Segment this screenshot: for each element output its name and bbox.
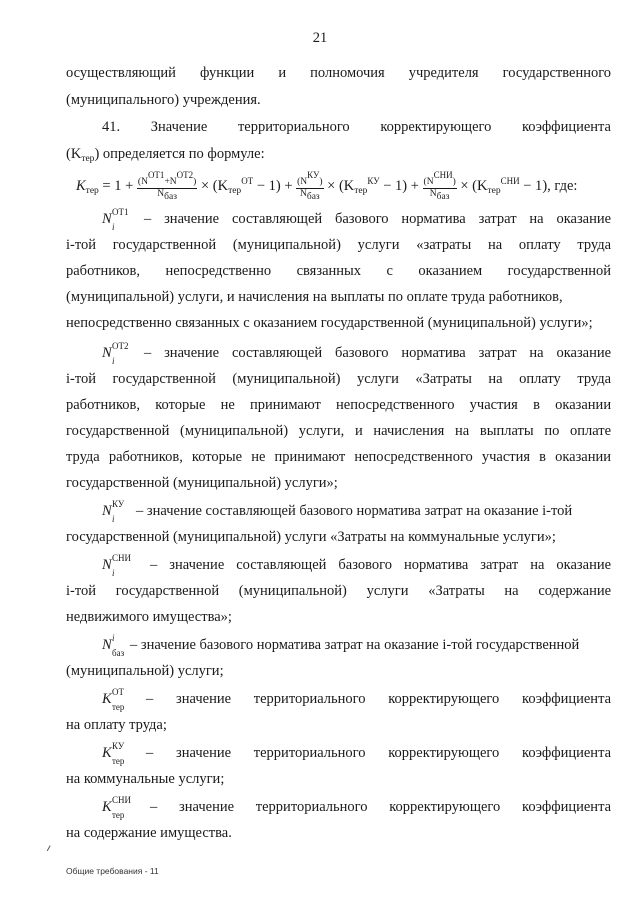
text-line: государственной (муниципальной) услуги «Затраты на коммунальные услуги»; xyxy=(66,529,556,545)
footer: Общие требования - 11 xyxy=(66,866,159,876)
text-line: – значение базового норматива затрат на оказание i-той государственной xyxy=(130,637,580,653)
text-line: на содержание имущества. xyxy=(66,825,232,841)
text-line: (муниципальной) услуги, и начисления на выплаты по оплате труда работников, xyxy=(66,289,563,305)
fraction: $\frac{\text{(NКУ)}}{\text{Nбаз}}$ xyxy=(297,170,323,202)
text-line: на коммунальные услуги; xyxy=(66,771,225,787)
text-line: i-той государственной (муниципальной) услуги «Затраты на содержание xyxy=(66,583,612,599)
text-line: – значение составляющей базового норматива затрат на оказание i-той xyxy=(136,503,573,519)
text-line: осуществляющий функции и полномочия учредителя государственного xyxy=(66,65,612,81)
symbol-n-baz: N i баз xyxy=(102,633,125,658)
text-line: i-той государственной (муниципальной) услуги «Затраты на оплату труда xyxy=(66,371,612,387)
fraction: $\frac{\text{(NСНИ)}}{\text{Nбаз}}$ xyxy=(423,170,456,202)
text-line: (муниципального) учреждения. xyxy=(66,92,261,108)
text-line: 41. Значение территориального корректирующего коэффициента xyxy=(102,119,611,135)
text-line: – значение составляющей базового норматива затрат на оказание xyxy=(144,211,612,227)
page-number: 21 xyxy=(312,30,328,46)
text-line: недвижимого имущества»; xyxy=(66,609,232,625)
text-line: – значение составляющей базового норматива затрат на оказание xyxy=(150,557,612,573)
text-line: (муниципальной) услуги; xyxy=(66,663,224,679)
formula: $K_{тер} = 1$ + $\frac{\text{(NОТ1+NОТ2)}}{\text{Nбаз}}$ × $(K_{тер}^{ОТ} - 1)$ + $\frac{\text{(NКУ)}}{\text{Nбаз}}$ × $(K_{тер}^{КУ} - 1)$ + $\frac{\text{(NСНИ)}}{\text{Nбаз}}$ × $(K_{тер}^{СНИ} - 1)$, где: xyxy=(76,170,578,202)
text-line: – значение территориального корректирующего коэффициента xyxy=(146,691,612,707)
symbol-k-ot: K ОТ тер xyxy=(102,687,125,712)
symbol-n-ku: N КУ i xyxy=(102,499,125,524)
text-line: $(K_{тер})$ определяется по формуле: xyxy=(66,146,265,164)
symbol-k-ku: K КУ тер xyxy=(102,741,125,766)
text-line: на оплату труда; xyxy=(66,717,167,733)
text-line: государственной (муниципальной) услуги, и начисления на выплаты по оплате xyxy=(66,423,612,439)
text-line: – значение территориального корректирующего коэффициента xyxy=(150,799,612,815)
symbol-n-ot1: N ОТ1 i xyxy=(102,207,129,232)
text-line: – значение составляющей базового норматива затрат на оказание xyxy=(144,345,612,361)
fraction: $\frac{\text{(NОТ1+NОТ2)}}{\text{Nбаз}}$ xyxy=(137,170,197,202)
text-line: i-той государственной (муниципальной) услуги «затраты на оплату труда xyxy=(66,237,612,253)
pen-mark xyxy=(47,845,53,852)
symbol-k-sni: K СНИ тер xyxy=(102,795,132,820)
symbol-n-sni: N СНИ i xyxy=(102,553,132,578)
text-line: – значение территориального корректирующего коэффициента xyxy=(146,745,612,761)
text-line: непосредственно связанных с оказанием государственной (муниципальной) услуги»; xyxy=(66,315,593,331)
text-line: работников, непосредственно связанных с оказанием государственной xyxy=(66,263,612,279)
text-line: государственной (муниципальной) услуги»; xyxy=(66,475,338,491)
text-line: труда работников, которые не принимают непосредственного участия в оказании xyxy=(66,449,612,465)
symbol-n-ot2: N ОТ2 i xyxy=(102,341,129,366)
text-line: работников, которые не принимают непосредственного участия в оказании xyxy=(66,397,612,413)
